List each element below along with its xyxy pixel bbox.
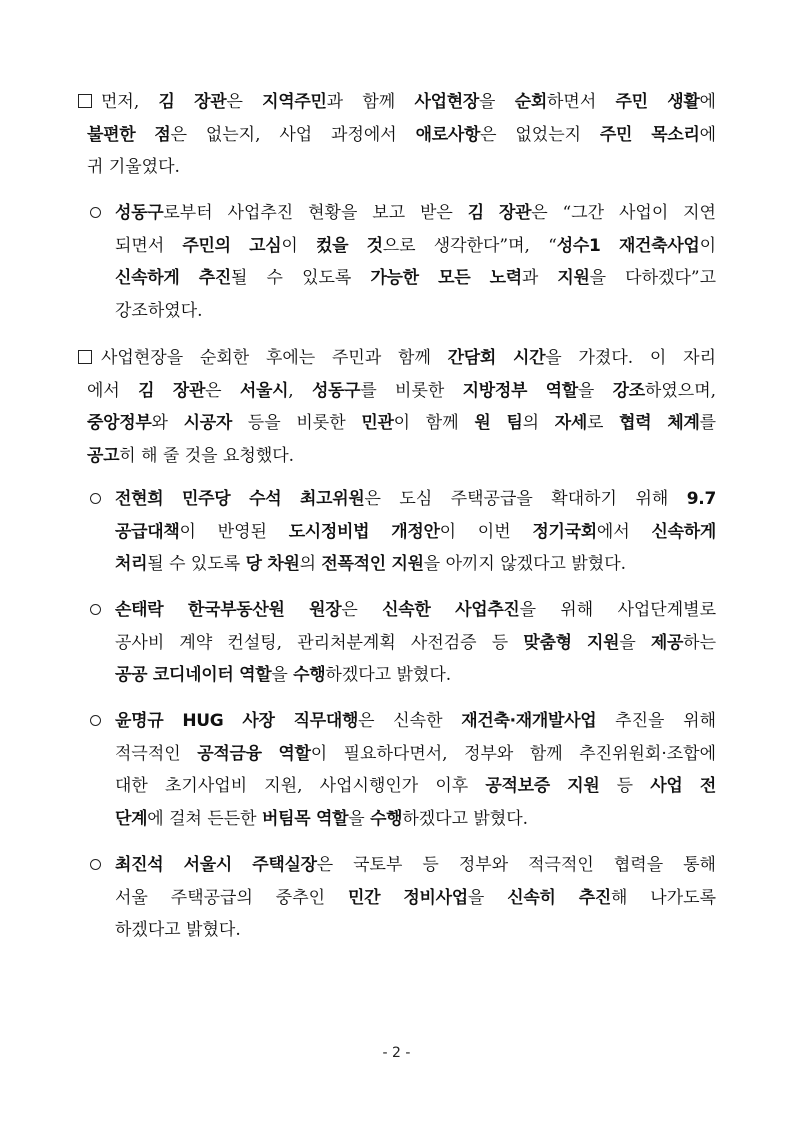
- bold-text: 도시정비법 개정안: [288, 521, 440, 542]
- text: 서울 주택공급의 중추인: [115, 887, 348, 908]
- text-line: [115, 849, 716, 882]
- text: 이 이번: [439, 521, 533, 542]
- text: 을 가졌다. 이 자리: [545, 348, 716, 368]
- text: 대한 초기사업비 지원, 사업시행인가 이후: [115, 776, 486, 796]
- text: 을: [348, 808, 371, 829]
- bold-text: 김 장관: [467, 203, 532, 223]
- bold-text: 지역주민: [262, 92, 327, 112]
- text-line: [87, 86, 716, 119]
- bold-text: 순회: [514, 92, 547, 112]
- text: 하겠다고 밝혔다.: [402, 808, 529, 829]
- text: 이: [699, 235, 716, 256]
- paragraph: [115, 483, 716, 581]
- text: 하면서: [546, 92, 616, 112]
- bold-text: 성동구: [115, 203, 164, 223]
- text: 하였으며,: [644, 380, 717, 401]
- circle-bullet-icon: [90, 849, 101, 882]
- text: 에서: [87, 380, 139, 401]
- bold-text: 공고: [87, 445, 120, 466]
- text-line: [87, 407, 716, 440]
- text-line: [115, 770, 716, 803]
- bold-text: 서울시: [239, 380, 289, 401]
- bold-text: 불편한 점: [87, 124, 171, 145]
- text: 등을 비롯한: [232, 413, 362, 433]
- text-line: [115, 705, 716, 738]
- text-line: [87, 119, 716, 152]
- text: 을 아끼지 않겠다고 밝혔다.: [423, 554, 627, 574]
- bold-text: 손태락 한국부동산원 원장: [115, 600, 342, 620]
- bold-text: 맞춤형 지원: [523, 632, 620, 653]
- text: 을 위해 사업단계별로: [519, 600, 716, 620]
- text: 되면서: [115, 235, 183, 256]
- text: 을: [467, 887, 508, 908]
- text-line: [115, 803, 716, 836]
- text: 와: [151, 413, 184, 433]
- text: 은 국토부 등 정부와 적극적인 협력을 통해: [316, 855, 716, 875]
- text: 될 수 있도록: [147, 554, 246, 574]
- bold-text: 애로사항: [415, 124, 481, 145]
- text: 을: [619, 632, 651, 653]
- paragraph: [115, 849, 716, 947]
- bold-text: 신속하게 추진: [115, 268, 232, 288]
- text-line: [115, 295, 716, 328]
- text: 은 없는지, 사업 과정에서: [170, 124, 416, 145]
- text: 과: [521, 268, 558, 288]
- text: 이: [281, 235, 316, 256]
- bold-text: 수행: [293, 665, 326, 685]
- text: 될 수 있도록: [231, 268, 371, 288]
- bold-text: 제공: [650, 632, 684, 653]
- text: 사업현장을 순회한 후에는 주민과 함께: [101, 348, 448, 368]
- bold-text: 민간 정비사업: [348, 887, 468, 908]
- text-line: [115, 882, 716, 915]
- text-line: [87, 151, 716, 184]
- text: 먼저,: [101, 92, 159, 112]
- text: 에: [699, 124, 716, 145]
- text: 은 도심 주택공급을 확대하기 위해: [364, 489, 687, 509]
- text: 을: [479, 92, 515, 112]
- bold-text: 윤명규 HUG 사장 직무대행: [115, 711, 359, 731]
- text: 의: [522, 413, 555, 433]
- bold-text: 원 팀: [474, 413, 523, 433]
- text-line: [115, 197, 716, 230]
- text: 하겠다고 밝혔다.: [115, 920, 241, 940]
- text: 을: [271, 665, 294, 685]
- text: 히 해 줄 것을 요청했다.: [119, 445, 295, 466]
- bold-text: 성수1 재건축사업: [556, 235, 700, 256]
- text: 을: [577, 380, 613, 401]
- bold-text: 시공자: [183, 413, 233, 433]
- bold-text: 전현희 민주당 수석 최고위원: [115, 489, 365, 509]
- text-line: [87, 375, 716, 408]
- text: 은: [226, 92, 263, 112]
- text-line: [115, 262, 716, 295]
- bold-text: 공적금융 역할: [197, 743, 311, 764]
- text: 은: [341, 600, 383, 620]
- bold-text: 정기국회: [532, 521, 597, 542]
- text: 이 함께: [393, 413, 475, 433]
- bold-text: 신속하게: [651, 521, 716, 542]
- bold-text: 주민의 고심: [182, 235, 282, 256]
- bold-text: 김 장관: [158, 92, 227, 112]
- text: ,: [288, 380, 312, 401]
- bold-text: 사업 전: [650, 776, 716, 796]
- text-line: [87, 342, 716, 375]
- text: 강조하였다.: [115, 300, 203, 321]
- bold-text: 자세: [554, 413, 587, 433]
- text: 은 신속한: [358, 711, 462, 731]
- text: 를 비롯한: [360, 380, 463, 401]
- bold-text: 중앙정부: [87, 413, 152, 433]
- text: 의: [299, 554, 322, 574]
- bold-text: 김 장관: [138, 380, 206, 401]
- bold-text: 재건축·재개발사업: [461, 711, 597, 731]
- bold-text: 단계: [115, 808, 148, 829]
- text: 공사비 계약 컨설팅, 관리처분계획 사전검증 등: [115, 632, 524, 653]
- circle-bullet-icon: [90, 197, 101, 230]
- bold-text: 공공 코디네이터 역할: [115, 665, 272, 685]
- bold-text: 버팀목 역할: [262, 808, 349, 829]
- text: 등: [599, 776, 651, 796]
- text-line: [115, 627, 716, 660]
- text-line: [115, 738, 716, 771]
- text-line: [115, 548, 716, 581]
- circle-bullet-icon: [90, 483, 101, 516]
- bold-text: 컸을 것: [315, 235, 383, 256]
- page-number: - 2 -: [382, 1045, 411, 1061]
- text: 을 다하겠다”고: [589, 268, 716, 288]
- text-line: [87, 440, 716, 473]
- text: 으로 생각한다”며, “: [382, 235, 557, 256]
- bold-text: 신속한 사업추진: [382, 600, 520, 620]
- bold-text: 사업현장: [414, 92, 480, 112]
- text-line: [115, 516, 716, 549]
- bold-text: 처리: [115, 554, 148, 574]
- bold-text: 신속히 추진: [507, 887, 611, 908]
- text: 은 “그간 사업이 지연: [531, 203, 716, 223]
- text: 로: [587, 413, 620, 433]
- circle-bullet-icon: [90, 705, 101, 738]
- text: 적극적인: [115, 743, 198, 764]
- bold-text: 민관: [361, 413, 394, 433]
- paragraph: [115, 594, 716, 692]
- text: 를: [699, 413, 717, 433]
- paragraph: [115, 705, 716, 835]
- text: 로부터 사업추진 현황을 보고 받은: [163, 203, 468, 223]
- text: 해 나가도록: [610, 887, 717, 908]
- text: 에서: [596, 521, 652, 542]
- bold-text: 공급대책: [115, 521, 180, 542]
- text: 은: [205, 380, 240, 401]
- paragraph: [115, 197, 716, 327]
- text: 은 없었는지: [480, 124, 600, 145]
- bold-text: 간담회 시간: [447, 348, 546, 368]
- bold-text: 공적보증 지원: [485, 776, 600, 796]
- bold-text: 성동구: [311, 380, 361, 401]
- text-line: [115, 594, 716, 627]
- text: 하겠다고 밝혔다.: [325, 665, 452, 685]
- bold-text: 주민 생활: [615, 92, 700, 112]
- text-line: [115, 230, 716, 263]
- bold-text: 지방정부 역할: [462, 380, 578, 401]
- text: 추진을 위해: [596, 711, 717, 731]
- bold-text: 가능한 모든 노력: [370, 268, 522, 288]
- text: 에 걸쳐 든든한: [147, 808, 262, 829]
- text-line: [115, 483, 716, 516]
- text: 하는: [683, 632, 716, 653]
- bold-text: 지원: [557, 268, 590, 288]
- text: 귀 기울였다.: [87, 157, 180, 177]
- text: 이 반영된: [179, 521, 289, 542]
- text: 에: [699, 92, 716, 112]
- bold-text: 수행: [370, 808, 403, 829]
- paragraph: [87, 86, 716, 184]
- text-line: [115, 659, 716, 692]
- bold-text: 협력 체계: [619, 413, 700, 433]
- bold-text: 9.7: [686, 489, 716, 509]
- bold-text: 최진석 서울시 주택실장: [115, 855, 317, 875]
- paragraph: [87, 342, 716, 472]
- text: 이 필요하다면서, 정부와 함께 추진위원회·조합에: [310, 743, 716, 764]
- text: 과 함께: [326, 92, 415, 112]
- bold-text: 주민 목소리: [599, 124, 700, 145]
- bold-text: 전폭적인 지원: [321, 554, 424, 574]
- circle-bullet-icon: [90, 594, 101, 627]
- bold-text: 강조: [612, 380, 645, 401]
- text-line: [115, 914, 716, 947]
- bold-text: 당 차원: [245, 554, 300, 574]
